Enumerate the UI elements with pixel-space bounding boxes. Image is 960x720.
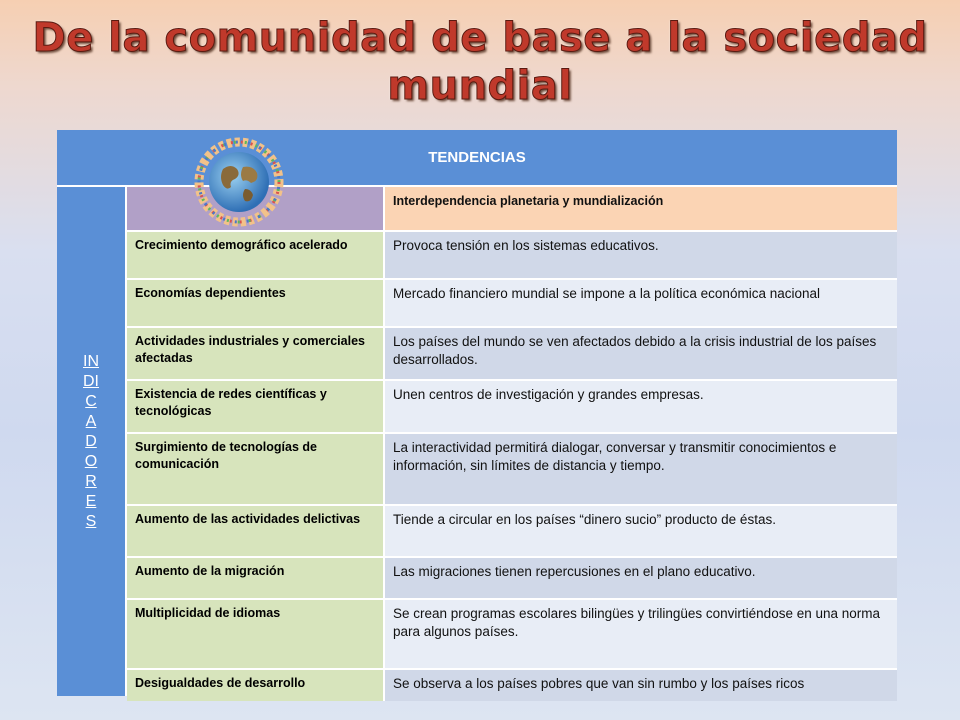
trend-cell: La interactividad permitirá dialogar, conversar y transmitir conocimientos e información, sin límites de distancia y tiempo. bbox=[385, 434, 897, 504]
indicator-cell: Crecimiento demográfico acelerado bbox=[127, 232, 385, 278]
table-header: TENDENCIAS bbox=[57, 130, 897, 187]
table-row bbox=[127, 670, 897, 701]
indicator-cell: Actividades industriales y comerciales afectadas bbox=[127, 328, 385, 379]
trend-cell: Tiende a circular en los países “dinero sucio” producto de éstas. bbox=[385, 506, 897, 556]
trend-cell: Unen centros de investigación y grandes empresas. bbox=[385, 381, 897, 432]
indicator-cell: Surgimiento de tecnologías de comunicación bbox=[127, 434, 385, 504]
trend-cell: Se observa a los países pobres que van sin rumbo y los países ricos bbox=[385, 670, 897, 701]
indicator-cell: Economías dependientes bbox=[127, 280, 385, 326]
table-rows bbox=[127, 187, 897, 701]
trend-cell: Las migraciones tienen repercusiones en el plano educativo. bbox=[385, 558, 897, 598]
table-row bbox=[127, 280, 897, 328]
indicator-cell: Existencia de redes científicas y tecnológicas bbox=[127, 381, 385, 432]
indicator-cell: Desigualdades de desarrollo bbox=[127, 670, 385, 701]
table-row bbox=[127, 558, 897, 600]
trend-cell: Mercado financiero mundial se impone a la política económica nacional bbox=[385, 280, 897, 326]
trend-cell: Se crean programas escolares bilingües y trilingües convirtiéndose en una norma para algunos países. bbox=[385, 600, 897, 668]
table-row bbox=[127, 381, 897, 434]
trend-cell: Provoca tensión en los sistemas educativos. bbox=[385, 232, 897, 278]
indicator-cell: Multiplicidad de idiomas bbox=[127, 600, 385, 668]
table-row bbox=[127, 600, 897, 670]
tendencias-table bbox=[57, 130, 897, 696]
table-row bbox=[127, 232, 897, 280]
table-row bbox=[127, 434, 897, 506]
indicator-cell: Aumento de la migración bbox=[127, 558, 385, 598]
trend-cell: Los países del mundo se ven afectados debido a la crisis industrial de los países desarrollados. bbox=[385, 328, 897, 379]
globe-children-icon bbox=[193, 137, 285, 227]
indicadores-label bbox=[57, 187, 127, 696]
indicator-cell: Aumento de las actividades delictivas bbox=[127, 506, 385, 556]
slide-title: De la comunidad de base a la sociedad mundial bbox=[32, 15, 928, 109]
indicadores-text: INDICADORES bbox=[83, 352, 99, 530]
trend-cell: Interdependencia planetaria y mundialización bbox=[385, 187, 897, 230]
table-row bbox=[127, 328, 897, 381]
table-row bbox=[127, 506, 897, 558]
